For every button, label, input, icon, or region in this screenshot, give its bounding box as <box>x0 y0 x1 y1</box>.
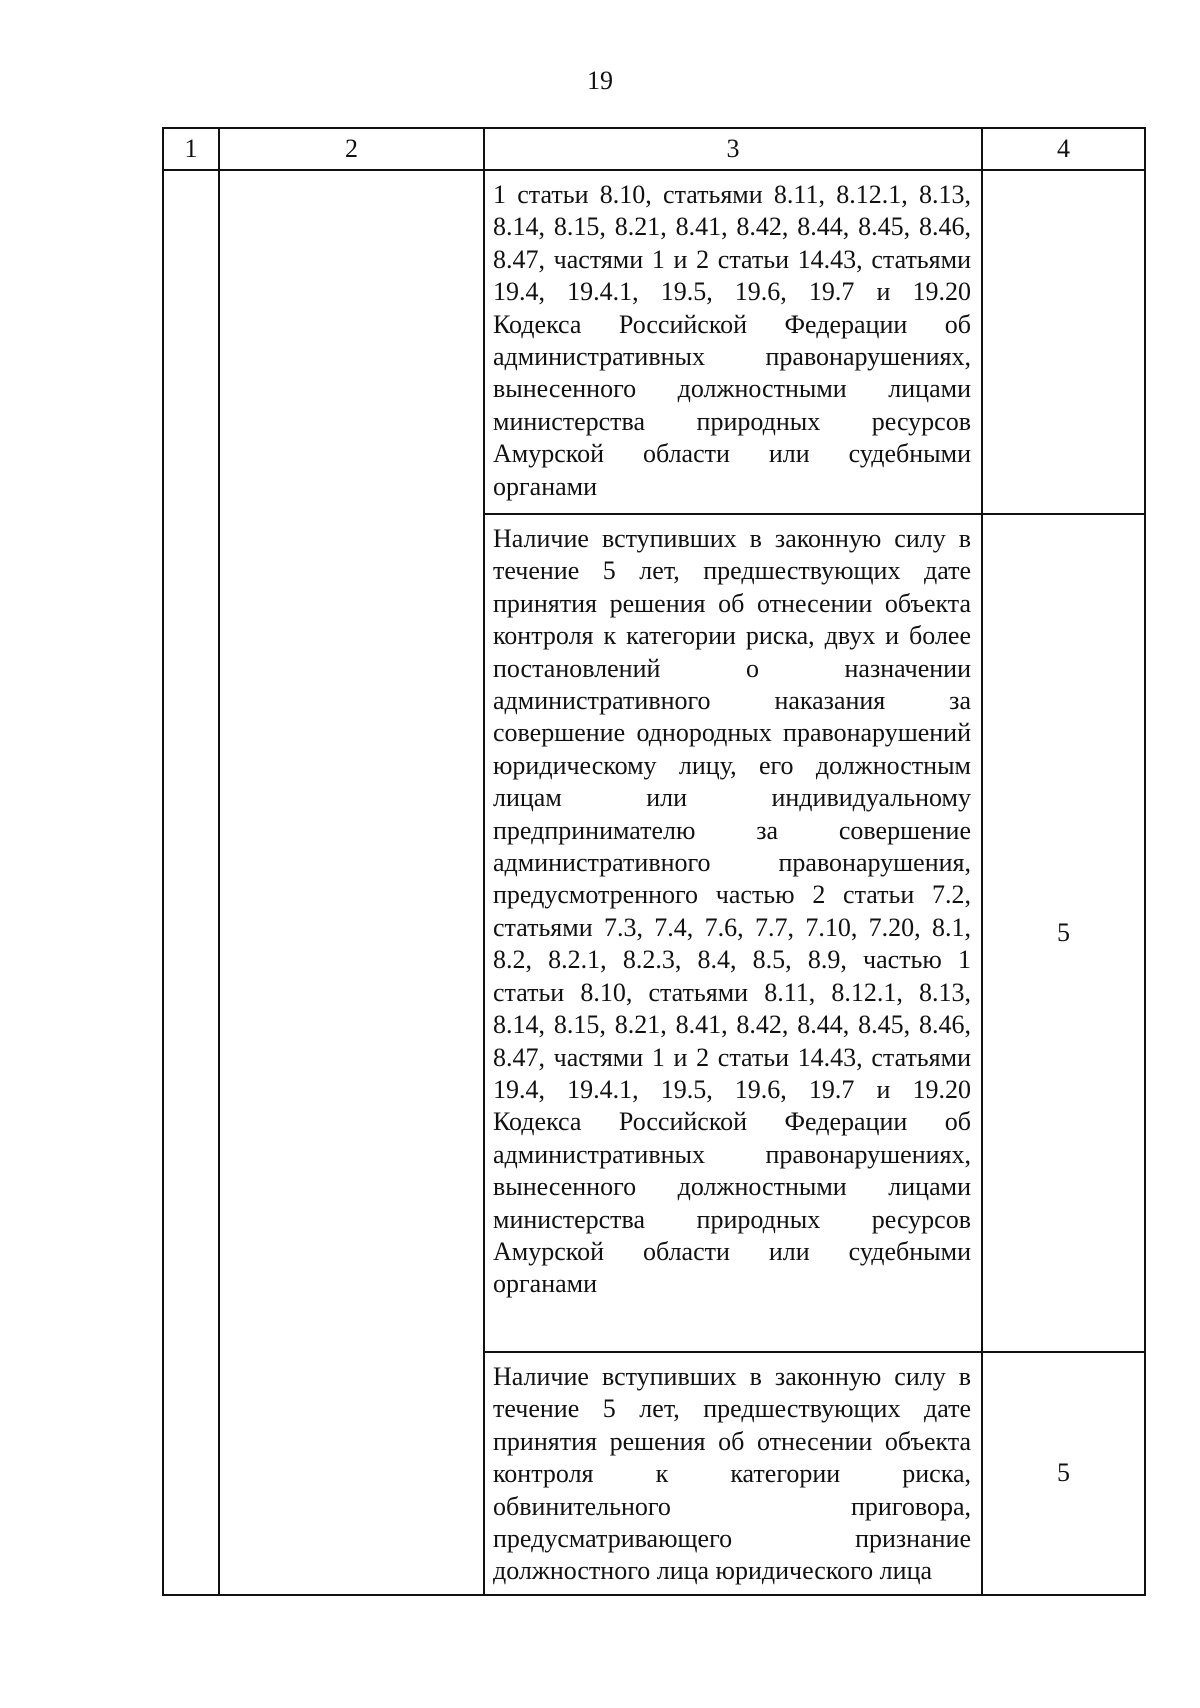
cell-score: 5 <box>982 1352 1145 1595</box>
criterion-text: 1 статьи 8.10, статьями 8.11, 8.12.1, 8.13, 8.14, 8.15, 8.21, 8.41, 8.42, 8.44, 8.45, 8.46, 8.47, частями 1 и 2 статьи 14.43, статьями 19.4, 19.4.1, 19.5, 19.6, 19.7 и 19.20 Кодекса Российской Федерации об административных правонарушениях, вынесенного должностными лицами министерства природных ресурсов Амурской области или судебными органами <box>493 180 971 501</box>
column-header-3: 3 <box>484 128 982 170</box>
cell-score: 5 <box>982 514 1145 1352</box>
page-number: 19 <box>587 66 613 95</box>
column-header-2: 2 <box>219 128 484 170</box>
column-header-4: 4 <box>982 128 1145 170</box>
table-row <box>163 170 1145 514</box>
criterion-text: Наличие вступивших в законную силу в течение 5 лет, предшествующих дате принятия решения об отнесении объекта контроля к категории риска, обвинительного приговора, предусматривающего признание должностного лица юридического лица <box>493 1362 971 1586</box>
column-header-1: 1 <box>163 128 219 170</box>
cell-col3 <box>484 170 982 514</box>
criteria-table <box>162 127 1146 1596</box>
cell-col1 <box>163 170 219 1595</box>
cell-score <box>982 170 1145 514</box>
cell-col3 <box>484 1352 982 1595</box>
cell-col3 <box>484 514 982 1352</box>
criterion-text: Наличие вступивших в законную силу в течение 5 лет, предшествующих дате принятия решения об отнесении объекта контроля к категории риска, двух и более постановлений о назначении административного наказания за совершение однородных правонарушений юридическому лицу, его должностным лицам или индивидуальному предпринимателю за совершение административного правонарушения, предусмотренного частью 2 статьи 7.2, статьями 7.3, 7.4, 7.6, 7.7, 7.10, 7.20, 8.1, 8.2, 8.2.1, 8.2.3, 8.4, 8.5, 8.9, частью 1 статьи 8.10, статьями 8.11, 8.12.1, 8.13, 8.14, 8.15, 8.21, 8.41, 8.42, 8.44, 8.45, 8.46, 8.47, частями 1 и 2 статьи 14.43, статьями 19.4, 19.4.1, 19.5, 19.6, 19.7 и 19.20 Кодекса Российской Федерации об административных правонарушениях, вынесенного должностными лицами министерства природных ресурсов Амурской области или судебными органами <box>493 524 971 1299</box>
cell-col2 <box>219 170 484 1595</box>
table-header-row <box>163 128 1145 170</box>
